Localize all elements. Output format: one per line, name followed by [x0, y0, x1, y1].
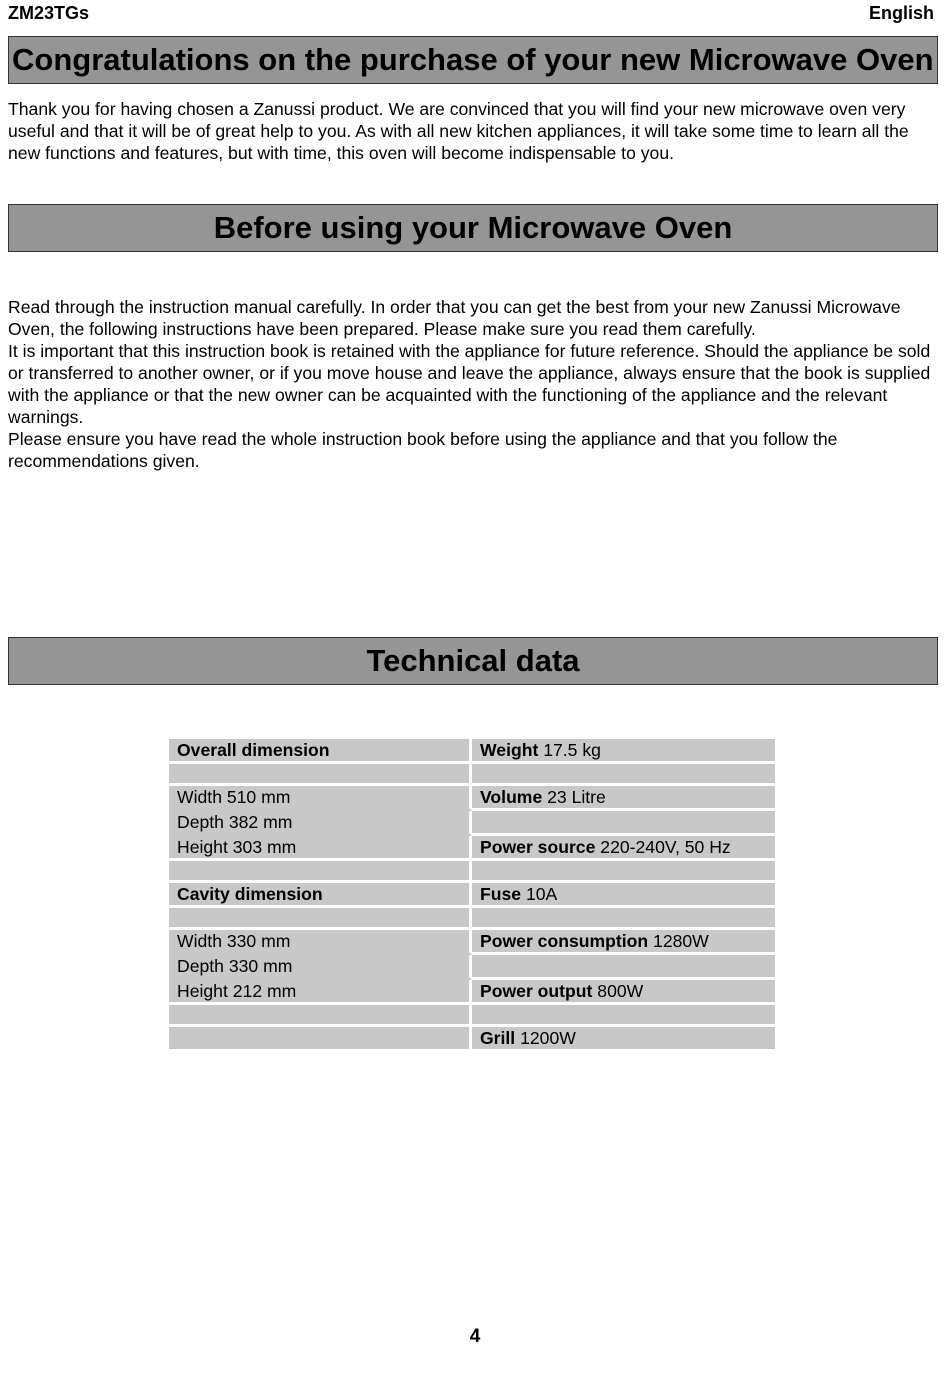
table-row	[169, 955, 775, 980]
right-cell-label: Fuse	[480, 884, 522, 904]
left-cell	[169, 980, 472, 1005]
right-cell	[472, 739, 775, 764]
right-cell	[472, 930, 775, 955]
right-cell	[472, 908, 775, 930]
right-cell-label: Power output	[480, 981, 593, 1001]
right-cell	[472, 836, 775, 861]
left-cell-value: Height 303 mm	[177, 837, 297, 857]
table-row	[169, 861, 775, 883]
right-cell	[472, 764, 775, 786]
left-cell-label: Cavity dimension	[177, 884, 323, 904]
table-row	[169, 1005, 775, 1027]
table-row	[169, 836, 775, 861]
left-cell	[169, 955, 472, 980]
before-paragraph: It is important that this instruction book is retained with the appliance for future reference. Should the appliance be sold or transferred to another owner, or if you move house and leave the appliance, always ensure that the book is supplied with the appliance or that the new owner can be acquainted with the functioning of the appliance and the relevant warnings.	[8, 341, 931, 427]
right-cell-label: Power consumption	[480, 931, 649, 951]
left-cell-value: Height 212 mm	[177, 981, 297, 1001]
language-label: English	[868, 3, 934, 23]
before-text	[8, 296, 940, 472]
right-cell-value: 17.5 kg	[543, 740, 601, 760]
right-cell-value: 220-240V, 50 Hz	[600, 837, 731, 857]
left-cell-value: Depth 382 mm	[177, 812, 293, 832]
table-row	[169, 811, 775, 836]
before-heading: Before using your Microwave Oven	[8, 204, 938, 252]
left-cell	[169, 786, 472, 811]
right-cell-value: 1200W	[520, 1028, 576, 1048]
right-cell	[472, 883, 775, 908]
right-cell	[472, 980, 775, 1005]
congrats-heading: Congratulations on the purchase of your new Microwave Oven	[8, 36, 938, 84]
table-row	[169, 930, 775, 955]
left-cell	[169, 739, 472, 764]
left-cell-value: Width 330 mm	[177, 931, 291, 951]
right-cell-value: 10A	[525, 884, 558, 904]
left-cell	[169, 930, 472, 955]
left-cell	[169, 1005, 472, 1027]
right-cell-value: 1280W	[653, 931, 709, 951]
congrats-text: Thank you for having chosen a Zanussi product. We are convinced that you will find your new microwave oven very useful and that it will be of great help to you. As with all new kitchen appliances, it will take some time to learn all the new functions and features, but with time, this oven will become indispensable to you.	[8, 99, 909, 163]
left-cell	[169, 861, 472, 883]
right-cell-label: Power source	[480, 837, 596, 857]
right-cell-value: 23 Litre	[547, 787, 606, 807]
left-cell	[169, 811, 472, 836]
right-cell	[472, 861, 775, 883]
table-row	[169, 980, 775, 1005]
left-cell-value: Width 510 mm	[177, 787, 291, 807]
right-cell-value: 800W	[597, 981, 644, 1001]
table-row	[169, 739, 775, 764]
left-cell	[169, 764, 472, 786]
model-code: ZM23TGs	[8, 3, 90, 23]
right-cell-label: Grill	[480, 1028, 516, 1048]
table-row	[169, 764, 775, 786]
right-cell-label: Volume	[480, 787, 543, 807]
technical-data-table	[169, 739, 775, 1052]
technical-heading: Technical data	[8, 637, 938, 685]
left-cell-value: Depth 330 mm	[177, 956, 293, 976]
left-cell-label: Overall dimension	[177, 740, 330, 760]
left-cell	[169, 883, 472, 908]
table-row	[169, 1027, 775, 1052]
right-cell	[472, 811, 775, 836]
left-cell	[169, 908, 472, 930]
table-row	[169, 908, 775, 930]
before-paragraph: Please ensure you have read the whole instruction book before using the appliance and that you follow the recommendations given.	[8, 429, 838, 471]
table-row	[169, 786, 775, 811]
left-cell	[169, 836, 472, 861]
right-cell	[472, 786, 775, 811]
right-cell	[472, 1005, 775, 1027]
left-cell	[169, 1027, 472, 1052]
right-cell-label: Weight	[480, 740, 539, 760]
page-number: 4	[469, 1326, 481, 1347]
right-cell	[472, 1027, 775, 1052]
right-cell	[472, 955, 775, 980]
table-row	[169, 883, 775, 908]
before-paragraph: Read through the instruction manual carefully. In order that you can get the best from your new Zanussi Microwave Oven, the following instructions have been prepared. Please make sure you read them carefully.	[8, 297, 901, 339]
